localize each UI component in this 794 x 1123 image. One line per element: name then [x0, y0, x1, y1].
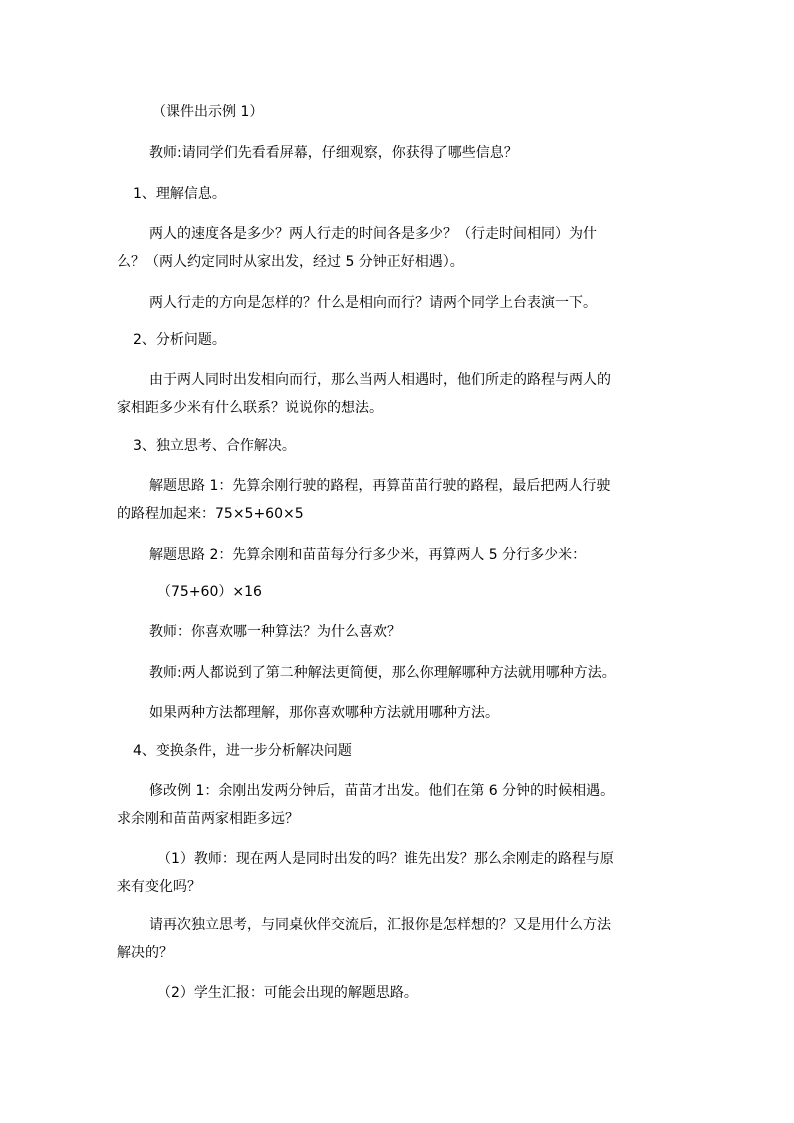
student-report: [157, 979, 723, 1007]
text-line: （75+60）×16: [157, 584, 262, 600]
text-line: （1）教师：现在两人是同时出发的吗？谁先出发？那么余刚走的路程与原: [157, 851, 614, 867]
section-heading-1: [133, 180, 699, 208]
text-line: 如果两种方法都理解，那你喜欢哪种方法就用哪种方法。: [149, 705, 499, 721]
text-line: 3、独立思考、合作解决。: [133, 438, 296, 454]
section-heading-4: [133, 737, 699, 765]
text-line: 修改例 1：余刚出发两分钟后，苗苗才出发。他们在第 6 分钟的时候相遇。: [149, 783, 615, 799]
teacher-prompt: [149, 139, 715, 167]
teacher-comment: [149, 659, 715, 687]
teacher-question: [149, 618, 715, 646]
text-line: 解题思路 2：先算余刚和苗苗每分行多少米，再算两人 5 分行多少米：: [149, 547, 587, 563]
text-line: 教师:两人都说到了第二种解法更简便，那么你理解哪种方法就用哪种方法。: [149, 665, 616, 681]
paragraph-questions: [117, 220, 683, 276]
text-line: 求余刚和苗苗两家相距多远？: [117, 811, 299, 827]
text-line: 1、理解信息。: [133, 186, 226, 202]
text-line: 请再次独立思考，与同桌伙伴交流后，汇报你是怎样想的？又是用什么方法: [149, 917, 611, 933]
paragraph-direction: [149, 289, 715, 317]
text-line: 两人的速度各是多少？两人行走的时间各是多少？（行走时间相同）为什: [149, 226, 597, 242]
text-line: 教师：你喜欢哪一种算法？为什么喜欢？: [149, 624, 401, 640]
instruction-paragraph: [117, 911, 683, 967]
modified-example: [117, 777, 683, 833]
section-heading-2: [133, 326, 699, 354]
example-caption: [152, 98, 718, 126]
text-line: 来有变化吗？: [117, 879, 201, 895]
teacher-comment-2: [149, 699, 715, 727]
text-line: 解决的？: [117, 945, 173, 961]
text-line: 么？（两人约定同时从家出发，经过 5 分钟正好相遇）。: [117, 254, 464, 270]
text-line: 由于两人同时出发相向而行，那么当两人相遇时，他们所走的路程与两人的: [149, 372, 611, 388]
section-heading-3: [133, 432, 699, 460]
text-line: 家相距多少米有什么联系？说说你的想法。: [117, 400, 383, 416]
text-line: 解题思路 1：先算余刚行驶的路程，再算苗苗行驶的路程，最后把两人行驶: [149, 478, 611, 494]
text-line: （课件出示例 1）: [152, 104, 264, 120]
text-line: 两人行走的方向是怎样的？什么是相向而行？请两个同学上台表演一下。: [149, 295, 597, 311]
solution-approach-1: [117, 472, 683, 528]
text-line: 的路程加起来：75×5+60×5: [117, 506, 304, 522]
teacher-question-modified: [117, 845, 683, 901]
text-line: 教师:请同学们先看看屏幕，仔细观察，你获得了哪些信息？: [149, 145, 518, 161]
solution-approach-2: [149, 541, 715, 569]
text-line: （2）学生汇报：可能会出现的解题思路。: [157, 985, 418, 1001]
formula-line: [157, 578, 723, 606]
text-line: 4、变换条件，进一步分析解决问题: [133, 743, 352, 759]
text-line: 2、分析问题。: [133, 332, 226, 348]
paragraph-analysis: [117, 366, 683, 422]
